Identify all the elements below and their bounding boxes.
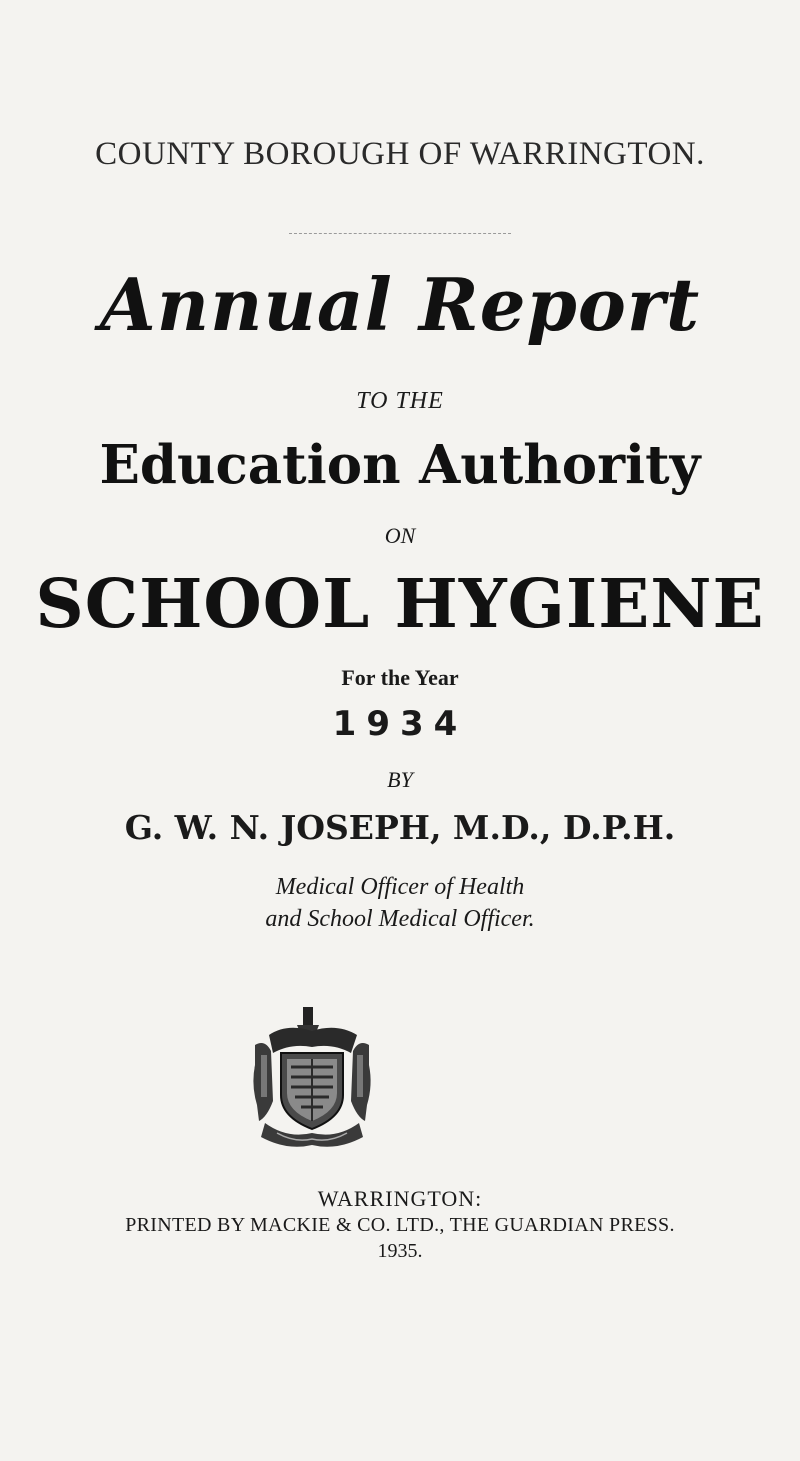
to-the-text: TO THE: [356, 388, 444, 414]
coat-of-arms-icon: [247, 1005, 377, 1153]
author-role-line-2: and School Medical Officer.: [265, 906, 535, 932]
education-authority-title: Education Authority: [99, 434, 701, 496]
imprint-year: 1935.: [377, 1240, 423, 1262]
author-role-line-1: Medical Officer of Health: [275, 874, 525, 900]
report-year: 1934: [332, 704, 468, 744]
imprint-place: WARRINGTON:: [317, 1186, 483, 1211]
school-hygiene-title: SCHOOL HYGIENE: [35, 564, 765, 643]
county-heading: COUNTY BOROUGH OF WARRINGTON.: [95, 136, 705, 172]
divider-rule: [289, 233, 511, 234]
imprint-printer: PRINTED BY MACKIE & CO. LTD., THE GUARDIAN PRESS.: [125, 1214, 675, 1236]
by-text: BY: [387, 767, 413, 792]
annual-report-title: Annual Report: [99, 262, 701, 347]
for-the-year-text: For the Year: [341, 665, 459, 690]
on-text: ON: [384, 523, 416, 548]
author-name: G. W. N. JOSEPH, M.D., D.P.H.: [124, 808, 676, 847]
